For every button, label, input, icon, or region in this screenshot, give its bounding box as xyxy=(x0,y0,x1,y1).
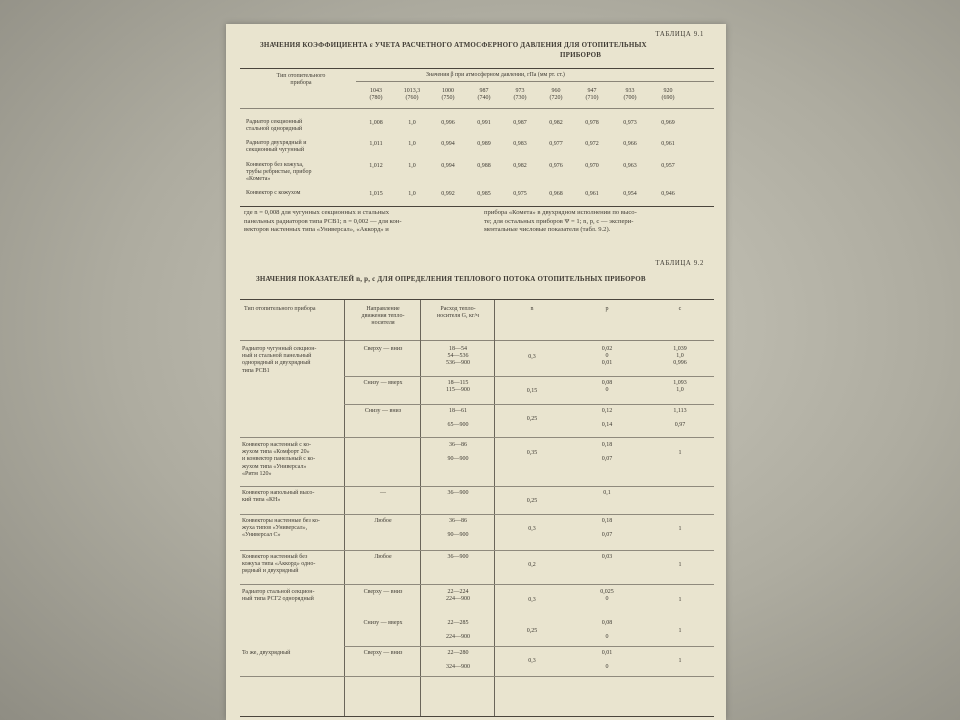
table-9-2-row-type: Радиатор стальной секцион- ный типа РСГ2 однорядный xyxy=(242,589,315,603)
table-9-2-row-rule xyxy=(240,514,714,515)
table-9-2-label: ТАБЛИЦА 9.2 xyxy=(655,260,704,267)
flow-direction: Сверху — вниз xyxy=(363,346,403,352)
flow-direction: Снизу — вниз xyxy=(364,408,402,414)
table-9-1-row-type: Радиатор двухрядный и секционный чугунный xyxy=(246,140,307,154)
table-9-1-value: 0,994 xyxy=(441,163,455,169)
table-9-1-value: 0,969 xyxy=(661,120,675,126)
coefficient-c: 1,113 0,97 xyxy=(673,408,687,429)
coefficient-c: 1 xyxy=(678,597,682,603)
coefficient-n: 0,3 xyxy=(528,658,536,664)
pressure-header: 1043 (780) xyxy=(369,88,383,102)
table-9-2-row-rule xyxy=(240,437,714,438)
coefficient-p: 0,08 0 xyxy=(601,620,613,641)
coefficient-c: 1,093 1,0 xyxy=(673,380,687,394)
flow-rate: 22—224 224—900 xyxy=(446,589,470,603)
table-9-1-value: 0,975 xyxy=(513,191,527,197)
table-9-1-title-line2: ПРИБОРОВ xyxy=(560,51,602,59)
table-9-2-row-type: Конвектор настенный без кожуха типа «Аккорд» одно- рядный и двухрядный xyxy=(242,554,316,575)
pressure-header: 947 (710) xyxy=(585,88,599,102)
coefficient-c: 1 xyxy=(678,658,682,664)
coefficient-c: 1 xyxy=(678,628,682,634)
table-9-1-group-rule xyxy=(356,81,714,82)
table-9-2-header-rule xyxy=(240,340,714,341)
coefficient-c: 1 xyxy=(678,562,682,568)
table-9-1-header-rule xyxy=(240,108,714,109)
coefficient-p: 0,1 xyxy=(603,490,611,496)
table-9-1-value: 1,0 xyxy=(408,191,416,197)
flow-direction: Сверху — вниз xyxy=(363,589,403,595)
document-page xyxy=(226,24,726,720)
table-9-2-row-rule xyxy=(344,404,714,405)
coefficient-n: 0,15 xyxy=(526,388,538,394)
coefficient-c: 1 xyxy=(678,450,682,456)
table-9-2-title: ЗНАЧЕНИЯ ПОКАЗАТЕЛЕЙ n, p, c ДЛЯ ОПРЕДЕЛЕНИЯ ТЕПЛОВОГО ПОТОКА ОТОПИТЕЛЬНЫХ ПРИБОРОВ xyxy=(256,275,646,283)
table-9-1-value: 0,976 xyxy=(549,163,563,169)
table-9-1-value: 1,0 xyxy=(408,163,416,169)
pressure-header: 987 (740) xyxy=(477,88,491,102)
table-9-1-value: 0,982 xyxy=(549,120,563,126)
table-9-2-column-rule xyxy=(494,300,495,716)
table-9-1-group-header: Значения β при атмосферном давлении, гПа (мм рт. ст.) xyxy=(426,72,565,78)
table-9-1-bottom-rule xyxy=(240,206,714,207)
table-9-2-row-type: То же, двухрядный xyxy=(242,650,291,656)
table-9-1-value: 0,963 xyxy=(623,163,637,169)
paragraph-right: прибора «Комета» в двухрядном исполнении по высо- те; для остальных приборов Ψ = 1; n, p, c — экспери- ментальные числовые показатели (табл. 9.2). xyxy=(484,209,637,234)
coefficient-n: 0,25 xyxy=(526,416,538,422)
table-9-1-value: 1,015 xyxy=(369,191,383,197)
table-9-2-row-rule xyxy=(240,550,714,551)
table-9-2-column-rule xyxy=(344,300,345,716)
flow-rate: 18—61 65—900 xyxy=(447,408,469,429)
pressure-header: 973 (730) xyxy=(513,88,527,102)
table-9-1-value: 0,957 xyxy=(661,163,675,169)
pressure-header: 933 (700) xyxy=(623,88,637,102)
coefficient-p: 0,18 0,07 xyxy=(601,518,613,539)
table-9-2-column-rule xyxy=(420,300,421,716)
table-9-1-value: 0,985 xyxy=(477,191,491,197)
table-9-1-value: 0,973 xyxy=(623,120,637,126)
table-9-1-value: 0,961 xyxy=(661,141,675,147)
pressure-header: 1000 (750) xyxy=(441,88,455,102)
table-9-1-value: 0,978 xyxy=(585,120,599,126)
coefficient-p: 0,08 0 xyxy=(601,380,613,394)
table-9-1-value: 0,988 xyxy=(477,163,491,169)
table-9-2-header: Тип отопительного прибора xyxy=(244,306,316,312)
table-9-1-value: 0,946 xyxy=(661,191,675,197)
table-9-1-row-type: Конвектор с кожухом xyxy=(246,190,301,196)
flow-rate: 18—54 54—536 536—900 xyxy=(446,346,470,367)
table-9-2-header: Расход тепло- носителя G, кг/ч xyxy=(436,306,480,320)
flow-rate: 36—86 90—900 xyxy=(447,518,469,539)
coefficient-n: 0,25 xyxy=(526,498,538,504)
flow-direction: Снизу — вверх xyxy=(363,380,403,386)
flow-rate: 18—115 115—900 xyxy=(446,380,470,394)
table-9-1-row-type: Радиатор секционный стальной однорядный xyxy=(246,119,303,133)
table-9-1-value: 0,994 xyxy=(441,141,455,147)
table-9-1-value: 0,992 xyxy=(441,191,455,197)
coefficient-n: 0,3 xyxy=(528,354,536,360)
coefficient-c: 1 xyxy=(678,526,682,532)
pressure-header: 1013,3 (760) xyxy=(403,88,421,102)
table-9-2-row-rule xyxy=(240,486,714,487)
flow-direction: — xyxy=(380,490,386,496)
table-9-1-value: 0,991 xyxy=(477,120,491,126)
table-9-1-value: 0,977 xyxy=(549,141,563,147)
flow-direction: Сверху — вниз xyxy=(363,650,403,656)
table-9-1-value: 0,970 xyxy=(585,163,599,169)
table-9-1-value: 0,987 xyxy=(513,120,527,126)
table-9-1-value: 0,968 xyxy=(549,191,563,197)
flow-rate: 36—86 90—900 xyxy=(447,442,469,463)
table-9-2-header: Направление движения тепло- носителя xyxy=(361,306,405,327)
table-9-2-row-rule xyxy=(344,376,714,377)
table-9-2-row-rule xyxy=(240,584,714,585)
table-9-2-bottom-rule xyxy=(240,716,714,717)
table-9-1-value: 0,961 xyxy=(585,191,599,197)
table-9-2-row-type: Конвекторы настенные без ко- жуха типов «Универсал», «Универсал С» xyxy=(242,518,320,539)
coefficient-n: 0,35 xyxy=(526,450,538,456)
table-9-1-value: 0,972 xyxy=(585,141,599,147)
coefficient-n: 0,3 xyxy=(528,526,536,532)
table-9-2-row-rule xyxy=(240,676,714,677)
coefficient-n: 0,3 xyxy=(528,597,536,603)
table-9-1-value: 0,996 xyxy=(441,120,455,126)
table-9-2-top-rule xyxy=(240,299,714,300)
coefficient-n: 0,2 xyxy=(528,562,536,568)
coefficient-p: 0,18 0,07 xyxy=(601,442,613,463)
table-9-1-value: 0,966 xyxy=(623,141,637,147)
table-9-1-value: 0,954 xyxy=(623,191,637,197)
coefficient-p: 0,03 xyxy=(601,554,613,560)
paragraph-left: где n = 0,008 для чугунных секционных и стальных панельных радиаторов типа РСВ1; n = 0,002 — для кон- векторов настенных типа «Универсал», «Аккорд» и xyxy=(244,209,402,234)
flow-rate: 36—900 xyxy=(447,554,469,560)
flow-direction: Любое xyxy=(374,518,392,524)
flow-direction: Снизу — вверх xyxy=(363,620,403,626)
table-9-1-label: ТАБЛИЦА 9.1 xyxy=(655,31,704,38)
table-9-1-value: 0,982 xyxy=(513,163,527,169)
table-9-2-header: n xyxy=(530,306,534,312)
table-9-2-row-rule xyxy=(344,646,714,647)
table-9-1-value: 1,012 xyxy=(369,163,383,169)
table-9-2-row-type: Конвектор настенный с ко- жухом типа «Комфорт 20» и конвектор панельный с ко- жухом типа «Универсал» «Ритм 120» xyxy=(242,442,316,477)
table-9-1-title-line1: ЗНАЧЕНИЯ КОЭФФИЦИЕНТА ε УЧЕТА РАСЧЕТНОГО АТМОСФЕРНОГО ДАВЛЕНИЯ ДЛЯ ОТОПИТЕЛЬНЫХ xyxy=(260,41,647,49)
coefficient-n: 0,25 xyxy=(526,628,538,634)
table-9-2-header: c xyxy=(678,306,682,312)
table-9-1-value: 1,0 xyxy=(408,141,416,147)
table-9-2-row-type: Радиатор чугунный секцион- ный и стальной панельный однорядный и двухрядный типа РСВ1 xyxy=(242,346,317,374)
table-9-1-value: 1,008 xyxy=(369,120,383,126)
table-9-2-row-type: Конвектор напольный высо- кий типа «КН» xyxy=(242,490,315,504)
coefficient-p: 0,12 0,14 xyxy=(601,408,613,429)
coefficient-p: 0,025 0 xyxy=(600,589,614,603)
table-9-1-value: 0,989 xyxy=(477,141,491,147)
table-9-2-header: p xyxy=(605,306,609,312)
coefficient-p: 0,01 0 xyxy=(601,650,613,671)
flow-rate: 22—280 324—900 xyxy=(446,650,470,671)
flow-rate: 22—285 224—900 xyxy=(446,620,470,641)
flow-direction: Любое xyxy=(374,554,392,560)
table-9-1-value: 1,0 xyxy=(408,120,416,126)
pressure-header: 960 (720) xyxy=(549,88,563,102)
table-9-1-top-rule xyxy=(240,68,714,69)
table-9-1-value: 0,983 xyxy=(513,141,527,147)
pressure-header: 920 (690) xyxy=(661,88,675,102)
table-9-1-value: 1,011 xyxy=(369,141,383,147)
table-9-1-col-type-header: Тип отопительного прибора xyxy=(276,73,326,87)
table-9-1-row-type: Конвектор без кожуха, трубы ребристые, прибор «Комета» xyxy=(246,162,312,183)
flow-rate: 36—900 xyxy=(447,490,469,496)
coefficient-c: 1,039 1,0 0,996 xyxy=(673,346,687,367)
coefficient-p: 0,02 0 0,01 xyxy=(601,346,613,367)
